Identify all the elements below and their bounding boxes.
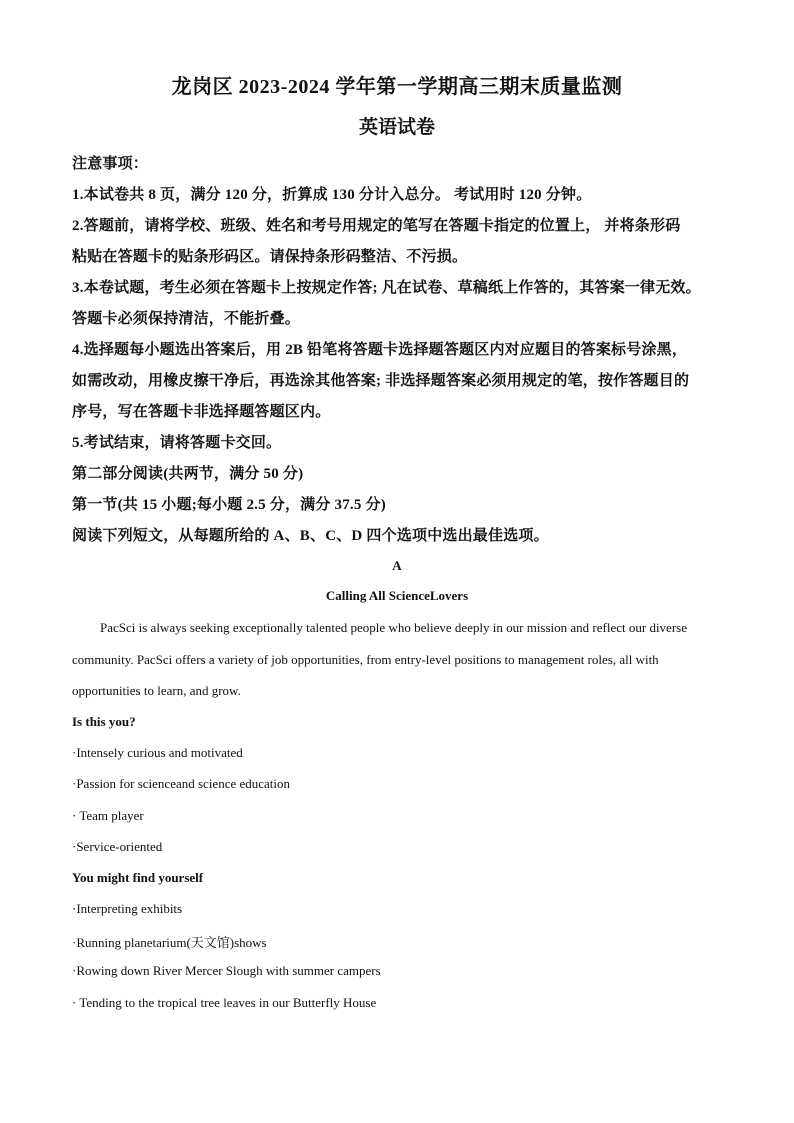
list-item: · Tending to the tropical tree leaves in our Butterfly House — [72, 995, 377, 1010]
passage-title: Calling All ScienceLovers — [325, 588, 469, 603]
notice-line-3: 粘贴在答题卡的贴条形码区。请保持条形码整洁、不污损。 — [72, 249, 468, 265]
notice-line-2: 2.答题前，请将学校、班级、姓名和考号用规定的笔写在答题卡指定的位置上， 并将条形码 — [72, 218, 681, 234]
notice-line-9: 5.考试结束，请将答题卡交回。 — [72, 435, 282, 451]
list-item: ·Interpreting exhibits — [72, 901, 183, 916]
notice-line-1: 1.本试卷共 8 页，满分 120 分，折算成 130 分计入总分。 考试用时 120 分钟。 — [72, 187, 592, 203]
list-item: ·Rowing down River Mercer Slough with summer campers — [72, 963, 381, 978]
section-part: 第二部分阅读(共两节，满分 50 分) — [72, 466, 304, 482]
notice-line-8: 序号，写在答题卡非选择题答题区内。 — [72, 404, 331, 420]
section-sub: 第一节(共 15 小题;每小题 2.5 分，满分 37.5 分) — [72, 497, 386, 513]
passage-para-line-2: community. PacSci offers a variety of job opportunities, from entry-level positions to management roles, all with — [72, 652, 659, 667]
heading-is-this-you: Is this you? — [72, 714, 136, 729]
list-item: ·Running planetarium(天文馆)shows — [72, 935, 267, 950]
exam-title: 龙岗区 2023-2024 学年第一学期高三期末质量监测 — [171, 76, 623, 98]
passage-para-line-3: opportunities to learn, and grow. — [72, 683, 241, 698]
exam-subtitle: 英语试卷 — [358, 117, 435, 138]
heading-you-might-find: You might find yourself — [72, 870, 204, 885]
passage-para-line-1: PacSci is always seeking exceptionally talented people who believe deeply in our mission and reflect our diverse — [100, 620, 687, 635]
notice-heading: 注意事项： — [72, 156, 149, 172]
section-instruction: 阅读下列短文，从每题所给的 A、B、C、D 四个选项中选出最佳选项。 — [72, 528, 549, 544]
notice-line-5: 答题卡必须保持清洁，不能折叠。 — [72, 311, 301, 327]
passage-label: A — [392, 558, 402, 573]
list-item: ·Intensely curious and motivated — [72, 745, 243, 760]
notice-line-4: 3.本卷试题，考生必须在答题卡上按规定作答; 凡在试卷、草稿纸上作答的，其答案一律无效。 — [72, 280, 701, 296]
notice-line-6: 4.选择题每小题选出答案后，用 2B 铅笔将答题卡选择题答题区内对应题目的答案标号涂黑， — [72, 342, 688, 358]
list-item: ·Passion for scienceand science education — [72, 776, 291, 791]
notice-line-7: 如需改动，用橡皮擦干净后，再选涂其他答案; 非选择题答案必须用规定的笔，按作答题目的 — [72, 373, 690, 389]
list-item: ·Service-oriented — [72, 839, 163, 854]
list-item: · Team player — [72, 808, 144, 823]
